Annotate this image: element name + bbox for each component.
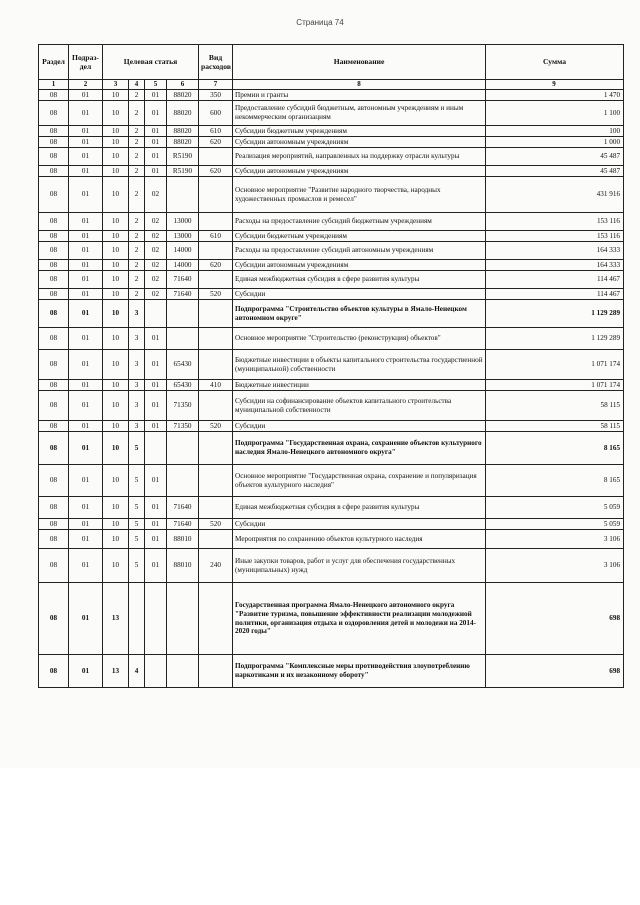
- razdel-cell: 08: [39, 328, 69, 350]
- name-cell: Единая межбюджетная субсидия в сфере развития культуры: [233, 271, 486, 289]
- name-cell: Субсидии на софинансирование объектов капитального строительства муниципальной собственности: [233, 391, 486, 421]
- sum-cell: 45 487: [486, 166, 624, 177]
- direction-code-cell: 88020: [167, 126, 199, 137]
- table-body: [39, 90, 624, 688]
- program-code-cell: 10: [103, 126, 129, 137]
- subprogram-code-cell: 2: [129, 260, 145, 271]
- sum-cell: 1 071 174: [486, 380, 624, 391]
- razdel-cell: 08: [39, 655, 69, 688]
- sum-cell: 1 000: [486, 137, 624, 148]
- sum-cell: 164 333: [486, 242, 624, 260]
- column-number: 1: [39, 80, 69, 90]
- event-code-cell: 02: [145, 289, 167, 300]
- header-vid-rashodov: Вид расходов: [199, 45, 233, 80]
- podrazdel-cell: 01: [69, 465, 103, 497]
- program-code-cell: 10: [103, 90, 129, 101]
- razdel-cell: 08: [39, 432, 69, 465]
- expense-type-cell: [199, 328, 233, 350]
- sum-cell: 100: [486, 126, 624, 137]
- event-code-cell: 01: [145, 126, 167, 137]
- expense-type-cell: 620: [199, 166, 233, 177]
- name-cell: Основное мероприятие "Строительство (реконструкция) объектов": [233, 328, 486, 350]
- direction-code-cell: 88010: [167, 549, 199, 583]
- program-code-cell: 10: [103, 289, 129, 300]
- program-code-cell: 10: [103, 166, 129, 177]
- event-code-cell: [145, 583, 167, 655]
- razdel-cell: 08: [39, 177, 69, 213]
- sum-cell: 1 470: [486, 90, 624, 101]
- podrazdel-cell: 01: [69, 519, 103, 530]
- subprogram-code-cell: 2: [129, 101, 145, 126]
- table-row: [39, 148, 624, 166]
- expense-type-cell: [199, 242, 233, 260]
- direction-code-cell: 88020: [167, 101, 199, 126]
- program-code-cell: 10: [103, 260, 129, 271]
- event-code-cell: 01: [145, 166, 167, 177]
- program-code-cell: 10: [103, 465, 129, 497]
- sum-cell: 153 116: [486, 213, 624, 231]
- name-cell: Субсидии автономным учреждениям: [233, 166, 486, 177]
- header-razdel: Раздел: [39, 45, 69, 80]
- program-code-cell: 10: [103, 213, 129, 231]
- razdel-cell: 08: [39, 519, 69, 530]
- direction-code-cell: 65430: [167, 380, 199, 391]
- razdel-cell: 08: [39, 465, 69, 497]
- sum-cell: 153 116: [486, 231, 624, 242]
- table-row: [39, 655, 624, 688]
- podrazdel-cell: 01: [69, 328, 103, 350]
- razdel-cell: 08: [39, 166, 69, 177]
- program-code-cell: 10: [103, 177, 129, 213]
- program-code-cell: 10: [103, 137, 129, 148]
- podrazdel-cell: 01: [69, 271, 103, 289]
- column-number: 3: [103, 80, 129, 90]
- razdel-cell: 08: [39, 271, 69, 289]
- razdel-cell: 08: [39, 289, 69, 300]
- subprogram-code-cell: 2: [129, 242, 145, 260]
- table-row: [39, 213, 624, 231]
- name-cell: Субсидии: [233, 421, 486, 432]
- budget-table: [38, 44, 624, 688]
- program-code-cell: 10: [103, 421, 129, 432]
- table-row: [39, 231, 624, 242]
- column-number: 2: [69, 80, 103, 90]
- direction-code-cell: [167, 432, 199, 465]
- subprogram-code-cell: [129, 583, 145, 655]
- expense-type-cell: 620: [199, 260, 233, 271]
- table-row: [39, 177, 624, 213]
- subprogram-code-cell: 2: [129, 213, 145, 231]
- name-cell: Субсидии: [233, 289, 486, 300]
- program-code-cell: 10: [103, 497, 129, 519]
- razdel-cell: 08: [39, 391, 69, 421]
- table-row: [39, 137, 624, 148]
- name-cell: Расходы на предоставление субсидий бюджетным учреждениям: [233, 213, 486, 231]
- podrazdel-cell: 01: [69, 137, 103, 148]
- event-code-cell: 01: [145, 90, 167, 101]
- table-row: [39, 90, 624, 101]
- sum-cell: 1 100: [486, 101, 624, 126]
- direction-code-cell: R5190: [167, 148, 199, 166]
- event-code-cell: 02: [145, 213, 167, 231]
- table-row: [39, 126, 624, 137]
- sum-cell: 3 106: [486, 530, 624, 549]
- razdel-cell: 08: [39, 242, 69, 260]
- table-row: [39, 260, 624, 271]
- razdel-cell: 08: [39, 213, 69, 231]
- expense-type-cell: [199, 271, 233, 289]
- table-row: [39, 519, 624, 530]
- table-row: [39, 166, 624, 177]
- podrazdel-cell: 01: [69, 260, 103, 271]
- direction-code-cell: 14000: [167, 260, 199, 271]
- podrazdel-cell: 01: [69, 289, 103, 300]
- direction-code-cell: R5190: [167, 166, 199, 177]
- name-cell: Основное мероприятие "Развитие народного творчества, народных художественных промыслов и ремесел": [233, 177, 486, 213]
- table-row: [39, 421, 624, 432]
- razdel-cell: 08: [39, 300, 69, 328]
- name-cell: Расходы на предоставление субсидий автономным учреждениям: [233, 242, 486, 260]
- expense-type-cell: [199, 465, 233, 497]
- subprogram-code-cell: 2: [129, 177, 145, 213]
- column-number: 4: [129, 80, 145, 90]
- event-code-cell: [145, 655, 167, 688]
- direction-code-cell: [167, 655, 199, 688]
- podrazdel-cell: 01: [69, 391, 103, 421]
- sum-cell: 5 059: [486, 497, 624, 519]
- podrazdel-cell: 01: [69, 166, 103, 177]
- sum-cell: 698: [486, 655, 624, 688]
- direction-code-cell: 13000: [167, 213, 199, 231]
- sum-cell: 1 129 289: [486, 328, 624, 350]
- event-code-cell: 01: [145, 391, 167, 421]
- podrazdel-cell: 01: [69, 421, 103, 432]
- expense-type-cell: 350: [199, 90, 233, 101]
- column-number: 6: [167, 80, 199, 90]
- expense-type-cell: [199, 350, 233, 380]
- subprogram-code-cell: 2: [129, 289, 145, 300]
- direction-code-cell: 71350: [167, 421, 199, 432]
- table-row: [39, 391, 624, 421]
- event-code-cell: 01: [145, 328, 167, 350]
- sum-cell: 45 487: [486, 148, 624, 166]
- name-cell: Единая межбюджетная субсидия в сфере развития культуры: [233, 497, 486, 519]
- expense-type-cell: [199, 655, 233, 688]
- expense-type-cell: 610: [199, 126, 233, 137]
- event-code-cell: 01: [145, 137, 167, 148]
- event-code-cell: 01: [145, 148, 167, 166]
- name-cell: Субсидии бюджетным учреждениям: [233, 231, 486, 242]
- event-code-cell: 02: [145, 231, 167, 242]
- name-cell: Основное мероприятие "Государственная охрана, сохранение и популяризация объектов культурного наследия": [233, 465, 486, 497]
- podrazdel-cell: 01: [69, 380, 103, 391]
- program-code-cell: 10: [103, 380, 129, 391]
- razdel-cell: 08: [39, 90, 69, 101]
- sum-cell: 698: [486, 583, 624, 655]
- program-code-cell: 10: [103, 519, 129, 530]
- podrazdel-cell: 01: [69, 242, 103, 260]
- subprogram-code-cell: 3: [129, 391, 145, 421]
- expense-type-cell: 620: [199, 137, 233, 148]
- sum-cell: 114 467: [486, 289, 624, 300]
- subprogram-code-cell: 2: [129, 271, 145, 289]
- direction-code-cell: 71350: [167, 391, 199, 421]
- podrazdel-cell: 01: [69, 655, 103, 688]
- direction-code-cell: [167, 300, 199, 328]
- podrazdel-cell: 01: [69, 530, 103, 549]
- podrazdel-cell: 01: [69, 126, 103, 137]
- event-code-cell: 01: [145, 549, 167, 583]
- table-row: [39, 583, 624, 655]
- subprogram-code-cell: 2: [129, 137, 145, 148]
- sum-cell: 164 333: [486, 260, 624, 271]
- program-code-cell: 10: [103, 391, 129, 421]
- program-code-cell: 10: [103, 101, 129, 126]
- podrazdel-cell: 01: [69, 300, 103, 328]
- subprogram-code-cell: 2: [129, 231, 145, 242]
- razdel-cell: 08: [39, 101, 69, 126]
- direction-code-cell: 71640: [167, 497, 199, 519]
- table-row: [39, 289, 624, 300]
- subprogram-code-cell: 3: [129, 300, 145, 328]
- podrazdel-cell: 01: [69, 90, 103, 101]
- program-code-cell: 10: [103, 231, 129, 242]
- expense-type-cell: [199, 583, 233, 655]
- name-cell: Бюджетные инвестиции в объекты капитального строительства государственной (муниципальной) собственности: [233, 350, 486, 380]
- expense-type-cell: [199, 391, 233, 421]
- razdel-cell: 08: [39, 231, 69, 242]
- expense-type-cell: 520: [199, 421, 233, 432]
- column-number: 8: [233, 80, 486, 90]
- podrazdel-cell: 01: [69, 231, 103, 242]
- direction-code-cell: [167, 328, 199, 350]
- name-cell: Иные закупки товаров, работ и услуг для обеспечения государственных (муниципальных) нужд: [233, 549, 486, 583]
- razdel-cell: 08: [39, 148, 69, 166]
- event-code-cell: 02: [145, 242, 167, 260]
- program-code-cell: 13: [103, 655, 129, 688]
- event-code-cell: 01: [145, 497, 167, 519]
- program-code-cell: 10: [103, 148, 129, 166]
- expense-type-cell: [199, 213, 233, 231]
- sum-cell: 114 467: [486, 271, 624, 289]
- event-code-cell: 01: [145, 530, 167, 549]
- name-cell: Бюджетные инвестиции: [233, 380, 486, 391]
- razdel-cell: 08: [39, 350, 69, 380]
- subprogram-code-cell: 5: [129, 497, 145, 519]
- table-row: [39, 300, 624, 328]
- podrazdel-cell: 01: [69, 583, 103, 655]
- header-podrazdel: Подраз-дел: [69, 45, 103, 80]
- name-cell: Подпрограмма "Комплексные меры противодействия злоупотреблению наркотиками и их незаконному обороту": [233, 655, 486, 688]
- program-code-cell: 10: [103, 300, 129, 328]
- expense-type-cell: [199, 148, 233, 166]
- subprogram-code-cell: 5: [129, 549, 145, 583]
- event-code-cell: 01: [145, 350, 167, 380]
- expense-type-cell: 410: [199, 380, 233, 391]
- table-row: [39, 432, 624, 465]
- razdel-cell: 08: [39, 421, 69, 432]
- sum-cell: 5 059: [486, 519, 624, 530]
- direction-code-cell: 71640: [167, 271, 199, 289]
- sum-cell: 1 071 174: [486, 350, 624, 380]
- header-naimenovanie: Наименование: [233, 45, 486, 80]
- name-cell: Предоставление субсидий бюджетным, автономным учреждениям и иным некоммерческим организациям: [233, 101, 486, 126]
- sum-cell: 8 165: [486, 432, 624, 465]
- podrazdel-cell: 01: [69, 148, 103, 166]
- name-cell: Подпрограмма "Строительство объектов культуры в Ямало-Ненецком автономном округе": [233, 300, 486, 328]
- name-cell: Реализация мероприятий, направленных на поддержку отрасли культуры: [233, 148, 486, 166]
- table-row: [39, 242, 624, 260]
- page-number-label: Страница 74: [296, 18, 344, 27]
- name-cell: Субсидии бюджетным учреждениям: [233, 126, 486, 137]
- event-code-cell: 01: [145, 519, 167, 530]
- sum-cell: 58 115: [486, 421, 624, 432]
- subprogram-code-cell: 2: [129, 90, 145, 101]
- podrazdel-cell: 01: [69, 549, 103, 583]
- podrazdel-cell: 01: [69, 177, 103, 213]
- program-code-cell: 10: [103, 271, 129, 289]
- direction-code-cell: 14000: [167, 242, 199, 260]
- program-code-cell: 13: [103, 583, 129, 655]
- program-code-cell: 10: [103, 242, 129, 260]
- event-code-cell: 01: [145, 465, 167, 497]
- razdel-cell: 08: [39, 497, 69, 519]
- expense-type-cell: 610: [199, 231, 233, 242]
- name-cell: Мероприятия по сохранению объектов культурного наследия: [233, 530, 486, 549]
- razdel-cell: 08: [39, 530, 69, 549]
- table-row: [39, 271, 624, 289]
- event-code-cell: 02: [145, 177, 167, 213]
- podrazdel-cell: 01: [69, 350, 103, 380]
- razdel-cell: 08: [39, 260, 69, 271]
- subprogram-code-cell: 2: [129, 148, 145, 166]
- sum-cell: 431 916: [486, 177, 624, 213]
- table-row: [39, 380, 624, 391]
- column-number: 7: [199, 80, 233, 90]
- program-code-cell: 10: [103, 432, 129, 465]
- sum-cell: 58 115: [486, 391, 624, 421]
- program-code-cell: 10: [103, 549, 129, 583]
- direction-code-cell: 71640: [167, 289, 199, 300]
- razdel-cell: 08: [39, 583, 69, 655]
- direction-code-cell: 71640: [167, 519, 199, 530]
- direction-code-cell: 88010: [167, 530, 199, 549]
- subprogram-code-cell: 3: [129, 421, 145, 432]
- name-cell: Подпрограмма "Государственная охрана, сохранение объектов культурного наследия Ямало-Ненецкого автономного округа": [233, 432, 486, 465]
- table-row: [39, 465, 624, 497]
- event-code-cell: [145, 432, 167, 465]
- sum-cell: 8 165: [486, 465, 624, 497]
- name-cell: Субсидии: [233, 519, 486, 530]
- razdel-cell: 08: [39, 137, 69, 148]
- expense-type-cell: 520: [199, 289, 233, 300]
- subprogram-code-cell: 3: [129, 380, 145, 391]
- direction-code-cell: 65430: [167, 350, 199, 380]
- expense-type-cell: [199, 300, 233, 328]
- column-number-row: [39, 80, 624, 90]
- event-code-cell: 02: [145, 260, 167, 271]
- expense-type-cell: [199, 432, 233, 465]
- podrazdel-cell: 01: [69, 213, 103, 231]
- column-number: 9: [486, 80, 624, 90]
- expense-type-cell: 600: [199, 101, 233, 126]
- podrazdel-cell: 01: [69, 432, 103, 465]
- table-row: [39, 530, 624, 549]
- name-cell: Субсидии автономным учреждениям: [233, 137, 486, 148]
- header-summa: Сумма: [486, 45, 624, 80]
- direction-code-cell: 13000: [167, 231, 199, 242]
- expense-type-cell: [199, 497, 233, 519]
- subprogram-code-cell: 5: [129, 519, 145, 530]
- event-code-cell: 01: [145, 380, 167, 391]
- razdel-cell: 08: [39, 549, 69, 583]
- direction-code-cell: [167, 465, 199, 497]
- podrazdel-cell: 01: [69, 101, 103, 126]
- subprogram-code-cell: 2: [129, 166, 145, 177]
- table-row: [39, 497, 624, 519]
- name-cell: Премии и гранты: [233, 90, 486, 101]
- header-celevaya-statya: Целевая статья: [103, 45, 199, 80]
- direction-code-cell: [167, 177, 199, 213]
- program-code-cell: 10: [103, 328, 129, 350]
- column-number: 5: [145, 80, 167, 90]
- table-row: [39, 549, 624, 583]
- table-row: [39, 350, 624, 380]
- direction-code-cell: [167, 583, 199, 655]
- razdel-cell: 08: [39, 126, 69, 137]
- name-cell: Государственная программа Ямало-Ненецкого автономного округа "Развитие туризма, повышение эффективности реализации молодежной политики, организация отдыха и оздоровления детей и молодежи на 2014-2020 годы": [233, 583, 486, 655]
- expense-type-cell: [199, 177, 233, 213]
- name-cell: Субсидии автономным учреждениям: [233, 260, 486, 271]
- subprogram-code-cell: 5: [129, 432, 145, 465]
- subprogram-code-cell: 4: [129, 655, 145, 688]
- event-code-cell: [145, 300, 167, 328]
- event-code-cell: 01: [145, 101, 167, 126]
- expense-type-cell: [199, 530, 233, 549]
- podrazdel-cell: 01: [69, 497, 103, 519]
- program-code-cell: 10: [103, 350, 129, 380]
- subprogram-code-cell: 3: [129, 350, 145, 380]
- expense-type-cell: 240: [199, 549, 233, 583]
- subprogram-code-cell: 2: [129, 126, 145, 137]
- razdel-cell: 08: [39, 380, 69, 391]
- subprogram-code-cell: 3: [129, 328, 145, 350]
- sum-cell: 3 106: [486, 549, 624, 583]
- event-code-cell: 01: [145, 421, 167, 432]
- expense-type-cell: 520: [199, 519, 233, 530]
- table-row: [39, 328, 624, 350]
- table-row: [39, 101, 624, 126]
- subprogram-code-cell: 5: [129, 465, 145, 497]
- program-code-cell: 10: [103, 530, 129, 549]
- direction-code-cell: 88020: [167, 90, 199, 101]
- header-row: [39, 45, 624, 80]
- event-code-cell: 02: [145, 271, 167, 289]
- direction-code-cell: 88020: [167, 137, 199, 148]
- subprogram-code-cell: 5: [129, 530, 145, 549]
- sum-cell: 1 129 289: [486, 300, 624, 328]
